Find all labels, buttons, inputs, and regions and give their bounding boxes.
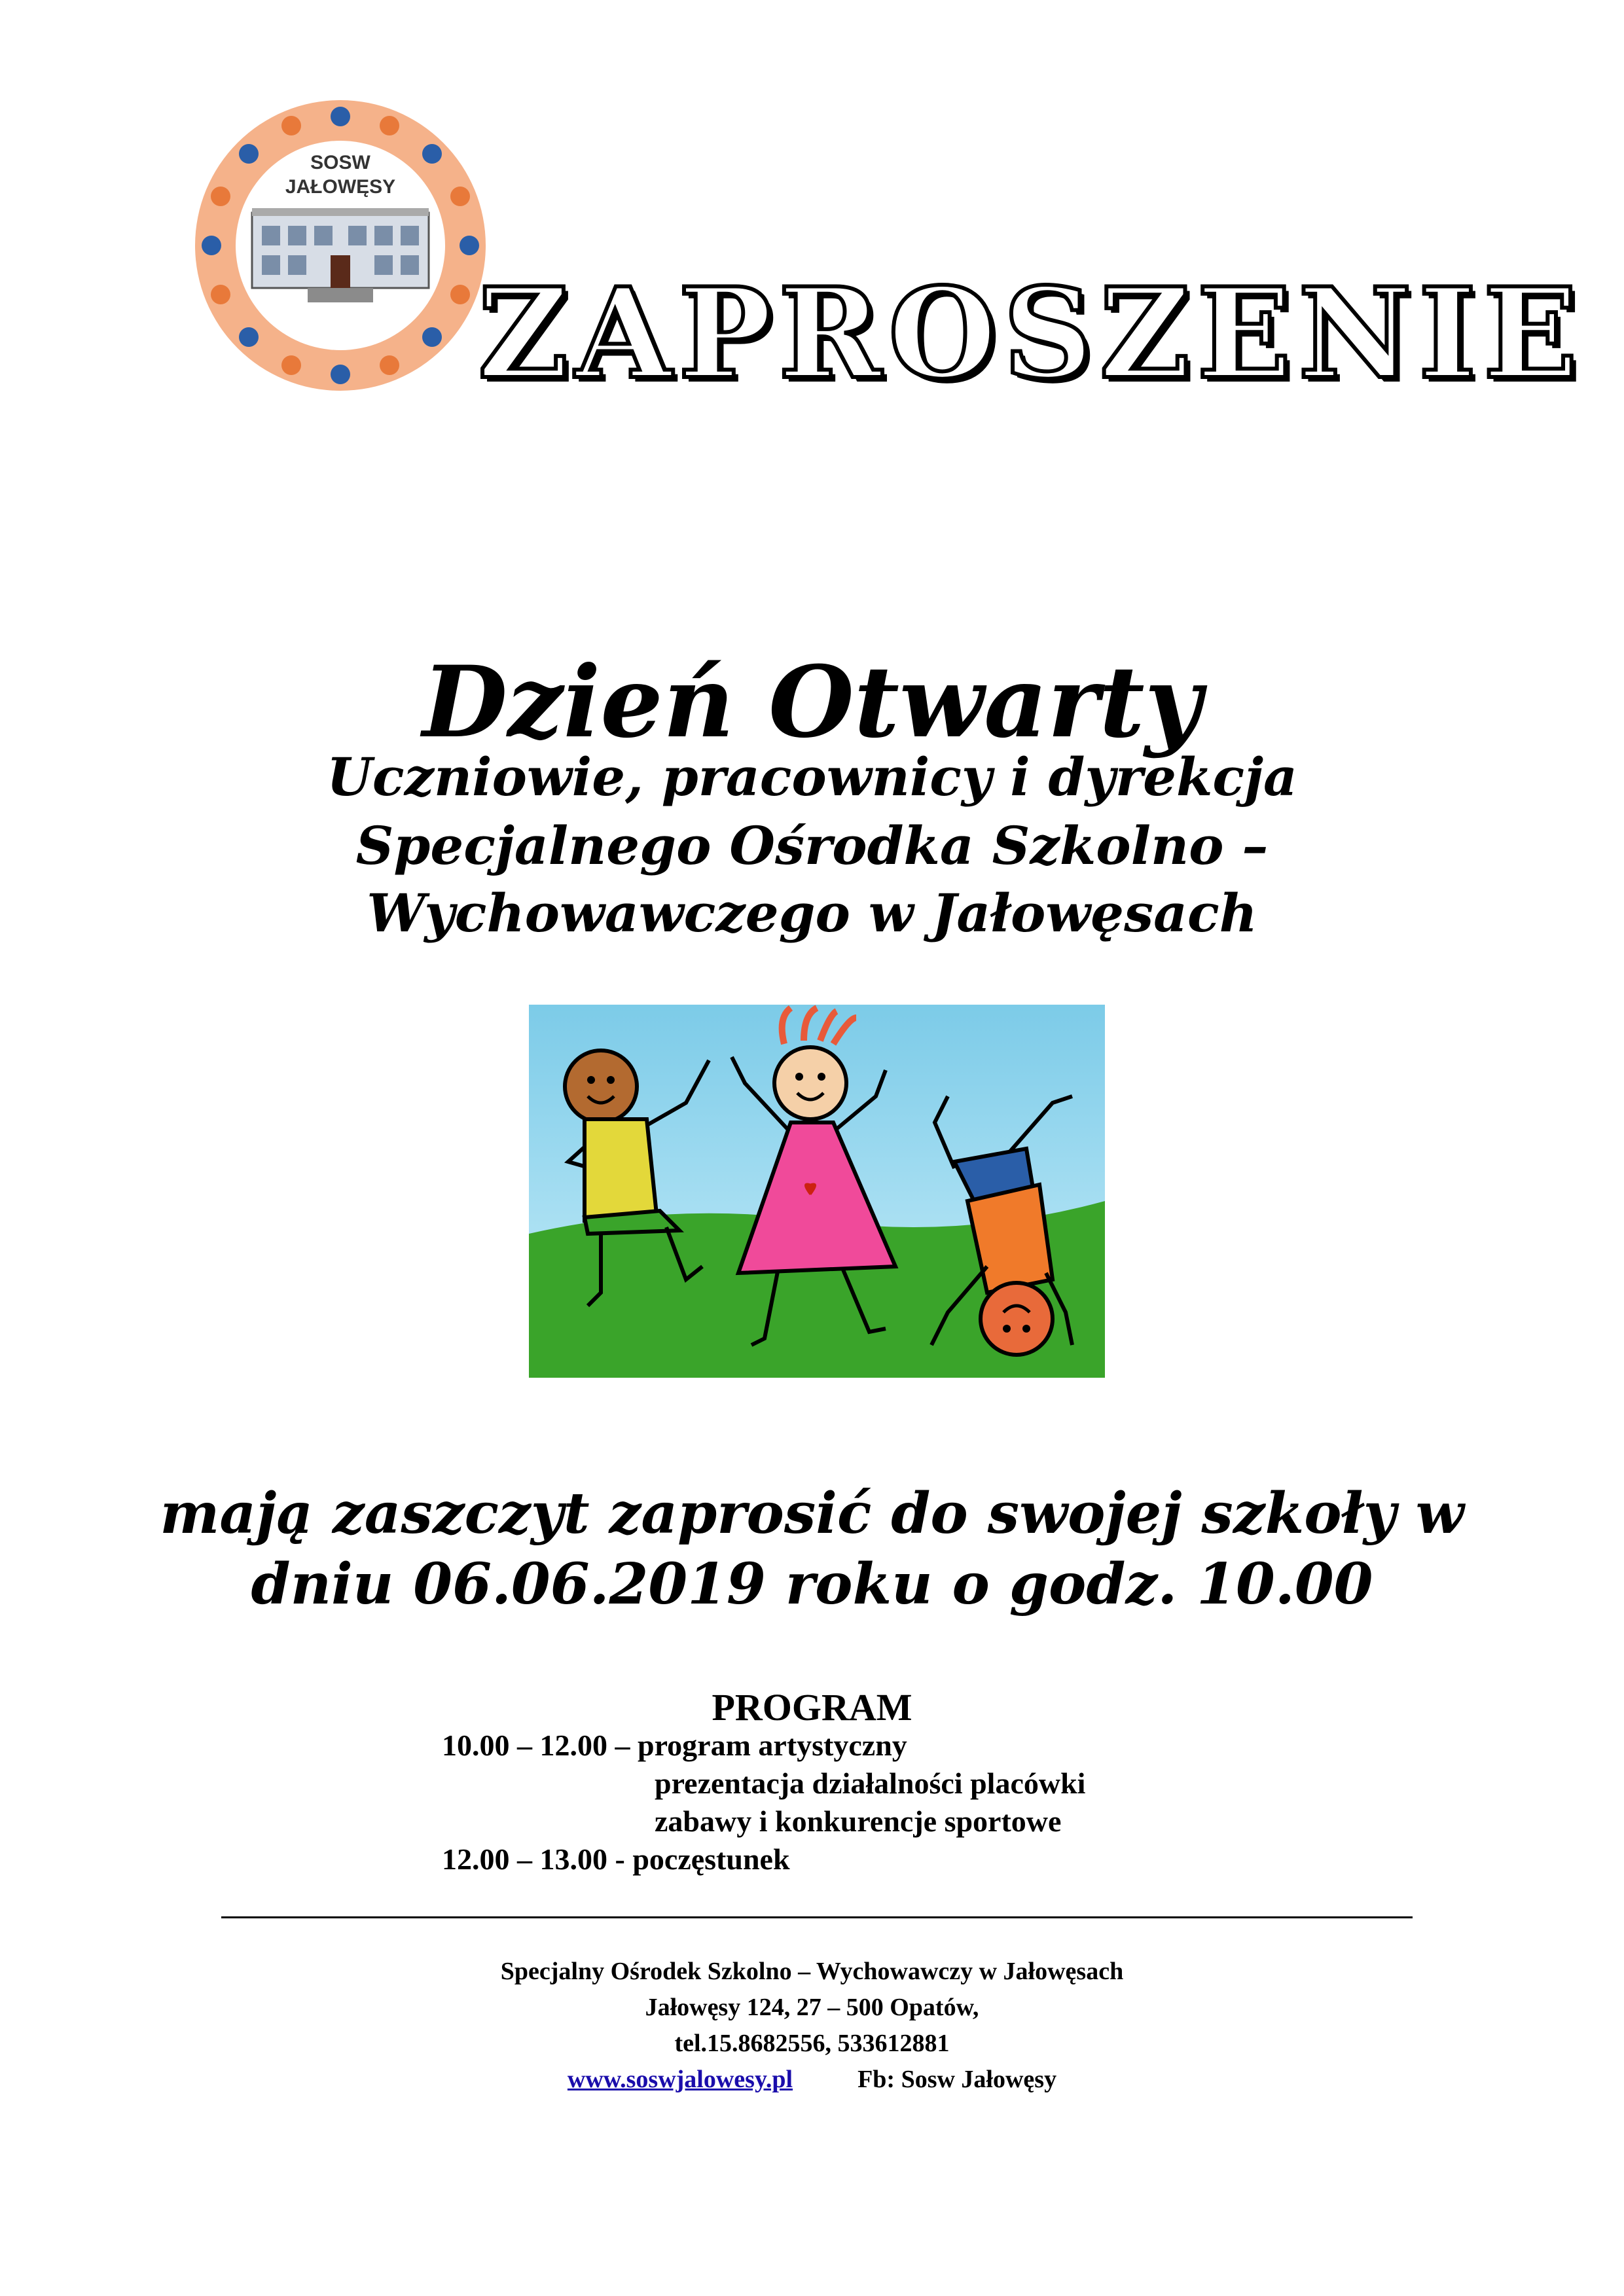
program-row: 10.00 – 12.00 – program artystyczny [442, 1729, 907, 1762]
children-illustration [529, 1005, 1105, 1378]
footer-address: Jałowęsy 124, 27 – 500 Opatów, [645, 1994, 979, 2021]
logo-text-1: SOSW [310, 152, 370, 173]
heading: Dzień Otwarty [422, 645, 1202, 760]
divider [221, 1916, 1413, 1918]
website-link[interactable]: www.soswjalowesy.pl [567, 2066, 793, 2093]
footer-phone: tel.15.8682556, 533612881 [674, 2030, 950, 2057]
footer-contacts [0, 2065, 1624, 2094]
organizers-line-3: Wychowawczego w Jałowęsach [367, 882, 1257, 944]
school-building-icon [252, 208, 429, 302]
logo-text-2: JAŁOWĘSY [285, 176, 396, 198]
footer-institution: Specjalny Ośrodek Szkolno – Wychowawczy w Jałowęsach [500, 1958, 1124, 1985]
program-row: 12.00 – 13.00 - poczęstunek [442, 1842, 790, 1876]
program-row: zabawy i konkurencje sportowe [655, 1804, 1062, 1838]
school-logo [193, 98, 488, 393]
facebook-text: Fb: Sosw Jałowęsy [857, 2066, 1057, 2093]
invitation-line-2: dniu 06.06.2019 roku o godz. 10.00 [251, 1551, 1373, 1617]
title: ZAPROSZENIE [478, 260, 1585, 406]
program-heading: PROGRAM [712, 1686, 912, 1729]
organizers-line-2: Specjalnego Ośrodka Szkolno – [355, 815, 1269, 876]
invitation-line-1: mają zaszczyt zaprosić do swojej szkoły w [160, 1480, 1464, 1547]
organizers-line-1: Uczniowie, pracownicy i dyrekcja [327, 746, 1297, 808]
program-row: prezentacja działalności placówki [655, 1767, 1086, 1800]
